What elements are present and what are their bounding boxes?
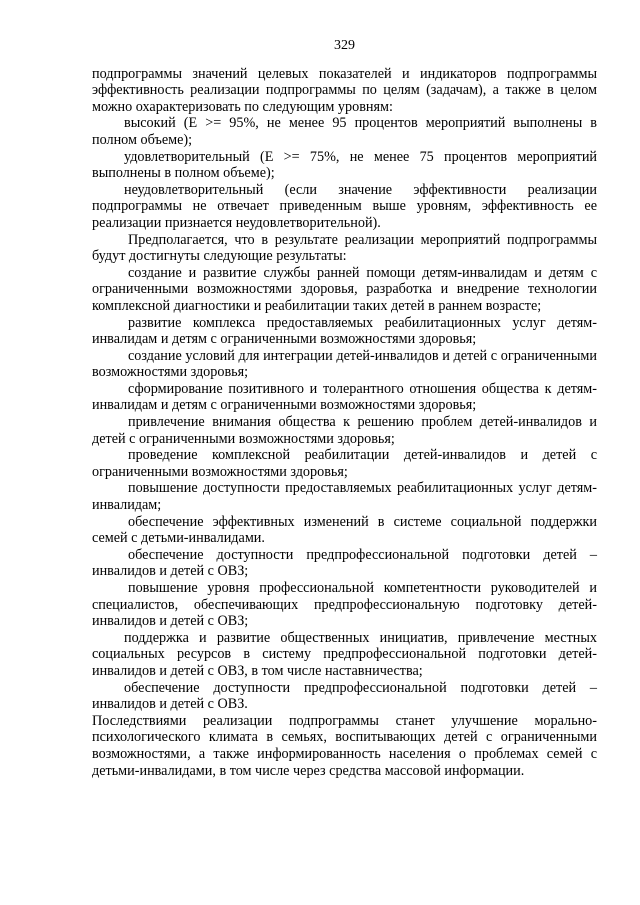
list-item: привлечение внимания общества к решению проблем детей-инвалидов и детей с ограниченными возможностями здоровья; (92, 414, 597, 447)
paragraph-expected-results: Предполагается, что в результате реализации мероприятий подпрограммы будут достигнуты следующие результаты: (92, 231, 597, 265)
list-item: развитие комплекса предоставляемых реабилитационных услуг детям-инвалидам и детям с ограниченными возможностями здоровья; (92, 314, 597, 348)
paragraph-intro: подпрограммы значений целевых показателей и индикаторов подпрограммы эффективность реализации подпрограммы по целям (задачам), а также в целом можно охарактеризовать по следующим уровням: (92, 65, 597, 115)
list-item: повышение доступности предоставляемых реабилитационных услуг детям-инвалидам; (92, 480, 597, 514)
paragraph-level-unsatisfactory: неудовлетворительный (если значение эффективности реализации подпрограммы не отвечает приведенным выше уровням, эффективность ее реализации признается неудовлетворительной). (92, 181, 597, 231)
list-item: проведение комплексной реабилитации детей-инвалидов и детей с ограниченными возможностями здоровья; (92, 447, 597, 480)
list-item: поддержка и развитие общественных инициатив, привлечение местных социальных ресурсов в систему предпрофессиональной подготовки детей-инвалидов и детей с ОВЗ, в том числе наставничества; (92, 629, 597, 679)
list-item: повышение уровня профессиональной компетентности руководителей и специалистов, обеспечивающих предпрофессиональную подготовку детей-инвалидов и детей с ОВЗ; (92, 580, 597, 630)
paragraph-consequences: Последствиями реализации подпрограммы станет улучшение морально-психологического климата в семьях, воспитывающих детей с ограниченными возможностями, а также информированность населения о проблемах семей с детьми-инвалидами, в том числе через средства массовой информации. (92, 712, 597, 779)
list-item: сформирование позитивного и толерантного отношения общества к детям-инвалидам и детям с ограниченными возможностями здоровья; (92, 380, 597, 414)
paragraph-level-high: высокий (Е >= 95%, не менее 95 процентов мероприятий выполнены в полном объеме); (92, 115, 597, 148)
list-item: обеспечение доступности предпрофессиональной подготовки детей – инвалидов и детей с ОВЗ; (92, 546, 597, 580)
list-item: обеспечение эффективных изменений в системе социальной поддержки семей с детьми-инвалидами. (92, 513, 597, 547)
paragraph-level-satisfactory: удовлетворительный (Е >= 75%, не менее 75 процентов мероприятий выполнены в полном объеме); (92, 148, 597, 182)
list-item: обеспечение доступности предпрофессиональной подготовки детей – инвалидов и детей с ОВЗ. (92, 679, 597, 713)
document-page (92, 38, 597, 779)
list-item: создание условий для интеграции детей-инвалидов и детей с ограниченными возможностями здоровья; (92, 347, 597, 381)
list-item: создание и развитие службы ранней помощи детям-инвалидам и детям с ограниченными возможностями здоровья, разработка и внедрение технологии комплексной диагностики и реабилитации таких детей в раннем возрасте; (92, 264, 597, 314)
page-number: 329 (334, 38, 355, 53)
